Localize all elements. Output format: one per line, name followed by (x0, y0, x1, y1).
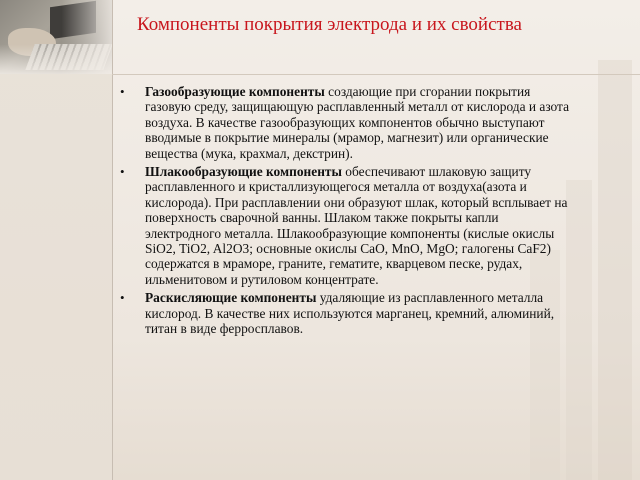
bullet-icon: • (120, 290, 125, 306)
horizontal-divider (112, 74, 640, 75)
item-text: создающие при сгорании покрытия газовую среду, защищающую расплавленный металл от кислорода и азота воздуха. В качестве газообразующих компонентов обычно выступают вводимые в покрытие минералы (мрамор, магнезит) или органические вещества (мука, крахмал, декстрин). (145, 84, 570, 161)
item-term: Газообразующие компоненты (145, 84, 325, 99)
list-item (118, 84, 576, 161)
list-item (118, 164, 576, 287)
building-shape (598, 60, 632, 480)
item-term: Раскисляющие компоненты (145, 290, 317, 306)
item-text: удаляющие из расплавленного металла кислород. В качестве них используются марганец, кремний, алюминий, титан в виде ферросплавов. (145, 290, 555, 337)
list-item (118, 290, 576, 336)
laptop-photo-decor (0, 0, 112, 74)
item-text: обеспечивают шлаковую защиту расплавленного и кристаллизующегося металла от воздуха(азота и кислорода). При расплавлении они образуют шлак, который всплывает на поверхность сварочной ванны. Шлаком также покрыты капли электродного металла. Шлакообразующие компоненты (кислые окислы SiO2, TiO2, Al2O3; основные окислы CaO, MnO, MgO; галогены CaF2) содержатся в мраморе, граните, гематите, кварцевом песке, рудах, ильменитовом и рутиловом концентрате. (145, 164, 568, 287)
vertical-divider (112, 0, 113, 480)
bullet-icon: • (120, 84, 125, 99)
slide-title: Компоненты покрытия электрода и их свойства (137, 14, 522, 35)
photo-fade (0, 0, 112, 74)
item-term: Шлакообразующие компоненты (145, 164, 342, 180)
bullet-list (118, 84, 576, 340)
bullet-icon: • (120, 164, 125, 180)
